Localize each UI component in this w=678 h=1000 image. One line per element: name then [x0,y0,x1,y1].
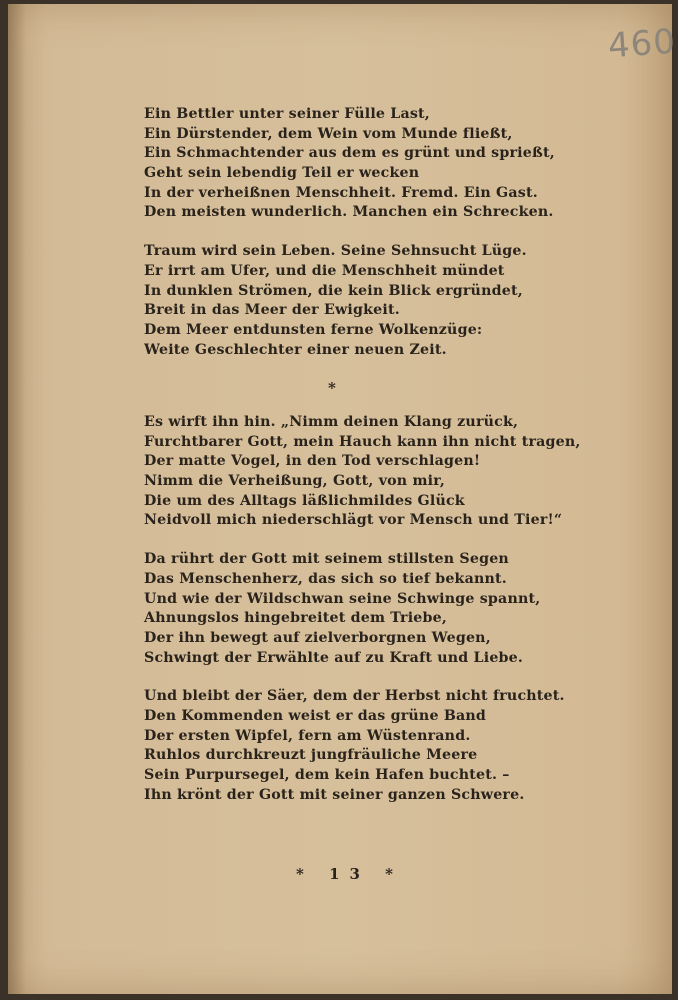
stanza [144,687,581,805]
stanza-gap [144,531,581,550]
archive-number: 460 [606,21,678,67]
verse-line: Und wie der Wildschwan seine Schwinge spannt, [144,590,541,607]
verse-line: In dunklen Strömen, die kein Blick ergründet, [144,282,523,299]
verse-line: Und bleibt der Säer, dem der Herbst nicht fruchtet. [144,688,565,705]
verse-line: Es wirft ihn hin. „Nimm deinen Klang zurück, [144,414,519,430]
stanza [144,413,581,531]
poem-text [144,105,555,360]
stanza [144,105,555,223]
verse-line: Ihn krönt der Gott mit seiner ganzen Schwere. [144,786,525,803]
page-number: * 13 * [296,865,404,883]
verse-line: Der ihn bewegt auf zielverborgnen Wegen, [144,629,491,646]
verse-line: Neidvoll mich niederschlägt vor Mensch und Tier!“ [144,512,563,529]
stanza [144,242,555,360]
verse-line: Furchtbarer Gott, mein Hauch kann ihn nicht tragen, [144,433,581,450]
stanza [144,550,581,668]
verse-line: Dem Meer entdunsten ferne Wolkenzüge: [144,321,483,338]
verse-line: Breit in das Meer der Ewigkeit. [144,302,400,319]
verse-line: Er irrt am Ufer, und die Menschheit mündet [144,262,505,279]
poem-text-continued [144,413,581,805]
verse-line: Den Kommenden weist er das grüne Band [144,707,487,724]
book-page [8,4,678,994]
verse-line: Die um des Alltags läßlichmildes Glück [144,492,465,509]
verse-line: Ein Dürstender, dem Wein vom Munde fließt, [144,125,513,142]
stanza-gap [144,668,581,687]
verse-line: Da rührt der Gott mit seinem stillsten Segen [144,551,509,568]
verse-line: Schwingt der Erwählte auf zu Kraft und Liebe. [144,649,524,666]
verse-line: Sein Purpursegel, dem kein Hafen buchtet. – [144,767,510,783]
verse-line: In der verheißnen Menschheit. Fremd. Ein Gast. [144,184,538,201]
verse-line: Der matte Vogel, in den Tod verschlagen! [144,453,481,470]
verse-line: Der ersten Wipfel, fern am Wüstenrand. [144,727,471,744]
verse-line: Ein Bettler unter seiner Fülle Last, [144,106,430,122]
section-separator: * [328,379,336,397]
verse-line: Geht sein lebendig Teil er wecken [144,165,420,182]
verse-line: Den meisten wunderlich. Manchen ein Schrecken. [144,204,554,221]
stanza-gap [144,223,555,242]
verse-line: Ruhlos durchkreuzt jungfräuliche Meere [144,747,478,764]
verse-line: Weite Geschlechter einer neuen Zeit. [144,341,447,358]
verse-line: Das Menschenherz, das sich so tief bekannt. [144,570,507,587]
verse-line: Traum wird sein Leben. Seine Sehnsucht Lüge. [144,243,527,260]
verse-line: Ein Schmachtender aus dem es grünt und sprießt, [144,145,555,162]
verse-line: Ahnungslos hingebreitet dem Triebe, [144,610,448,627]
verse-line: Nimm die Verheißung, Gott, von mir, [144,473,446,490]
